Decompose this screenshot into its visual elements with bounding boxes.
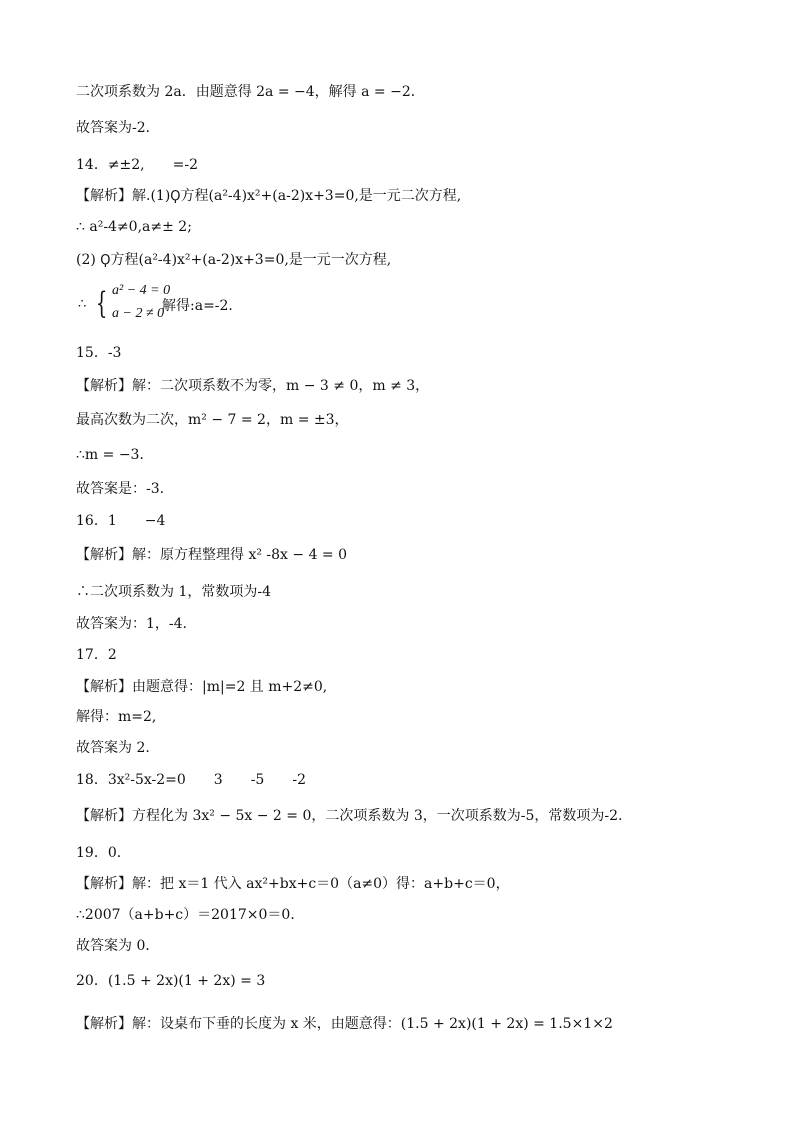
therefore-symbol: ∴ [78, 297, 87, 312]
equation-system [76, 283, 296, 327]
text-line: 故答案是：-3. [76, 481, 165, 497]
answer-14: 14．≠±2, =-2 [76, 157, 199, 173]
part-label: (2) [76, 252, 101, 268]
text-line: ∴ a²-4≠0,a≠± 2; [76, 219, 192, 235]
text-line: 最高次数为二次，m² − 7 = 2，m = ±3， [76, 412, 349, 428]
analysis-text: 方程(a²-4)x²+(a-2)x+3=0,是一元二次方程, [180, 188, 462, 204]
text-line: ∴2007（a+b+c）＝2017×0＝0． [76, 907, 305, 923]
analysis-text: 方程(a²-4)x²+(a-2)x+3=0,是一元一次方程, [110, 252, 392, 268]
analysis-line: 【解析】由题意得：|m|=2 且 m+2≠0, [76, 679, 328, 695]
answer-20: 20．(1.5 + 2x)(1 + 2x) = 3 [76, 973, 266, 989]
system-equation-2: a − 2 ≠ 0 [112, 306, 165, 321]
analysis-line [76, 186, 461, 207]
text-line: 故答案为：1，-4. [76, 616, 187, 632]
answer-18: 18．3x²-5x-2=0 3 -5 -2 [76, 772, 306, 788]
text-line: ∴二次项系数为 1，常数项为-4 [76, 584, 271, 600]
analysis-line: 【解析】解：设桌布下垂的长度为 x 米，由题意得：(1.5 + 2x)(1 + 2x) = 1.5×1×2 [76, 1016, 613, 1032]
analysis-line: 【解析】解：原方程整理得 x² -8x − 4 = 0 [76, 547, 348, 563]
answer-16: 16．1 −4 [76, 513, 166, 529]
because-symbol-icon: Ϙ [170, 189, 181, 204]
because-symbol-icon: Ϙ [100, 253, 111, 268]
left-brace: { [95, 286, 108, 321]
analysis-line: 【解析】解：二次项系数不为零，m − 3 ≠ 0，m ≠ 3， [76, 378, 430, 394]
answer-19: 19．0． [76, 845, 131, 861]
text-line: 故答案为-2． [76, 120, 160, 136]
analysis-line: 【解析】解：把 x＝1 代入 ax²+bx+c＝0（a≠0）得：a+b+c＝0， [76, 876, 510, 892]
analysis-line [76, 250, 391, 271]
system-equation-1: a² − 4 = 0 [112, 283, 171, 298]
text-line: 解得：m=2, [76, 709, 157, 725]
analysis-line: 【解析】方程化为 3x² − 5x − 2 = 0，二次项系数为 3，一次项系数为-5，常数项为-2. [76, 808, 623, 824]
text-line: 二次项系数为 2a．由题意得 2a = −4，解得 a = −2． [76, 84, 425, 100]
answer-15: 15．-3 [76, 345, 122, 361]
text-line: ∴m = −3． [76, 447, 154, 463]
solution-text: 解得:a=-2. [162, 298, 233, 314]
text-line: 故答案为 2. [76, 740, 150, 756]
analysis-label: 【解析】解.(1) [76, 188, 171, 204]
answer-17: 17．2 [76, 647, 117, 663]
text-line: 故答案为 0． [76, 938, 160, 954]
